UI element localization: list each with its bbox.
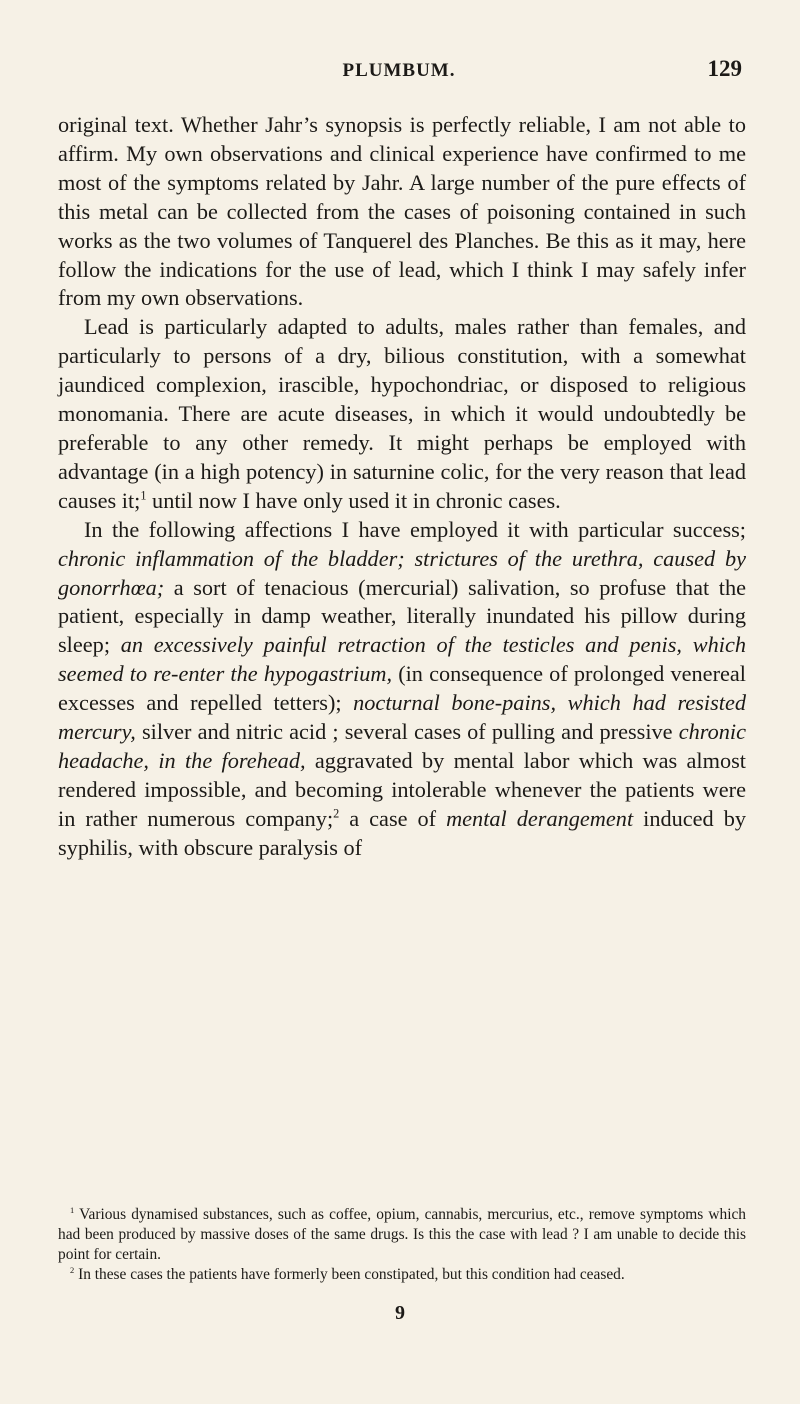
footnote-reference: 2 bbox=[333, 806, 340, 821]
text-run: induced by syphilis, with obscure paralysis of bbox=[58, 805, 746, 860]
footnote-marker: 2 bbox=[70, 1264, 75, 1275]
text-run: a sort of tenacious (mercurial) salivation, so profuse that the patient, especially in damp weather, literally inundated his pillow during sleep; bbox=[58, 574, 746, 658]
text-run: a case of bbox=[339, 805, 447, 831]
italic-phrase: chronic inflammation of the bladder; strictures of the urethra, caused by gonorrhœa; bbox=[58, 545, 746, 600]
italic-phrase: an excessively painful retraction of the testicles and penis, which seemed to re-enter the hypogastrium, bbox=[58, 632, 746, 687]
signature-mark: 9 bbox=[395, 1302, 405, 1324]
text-run: (in consequence of prolonged venereal excesses and repelled tetters); bbox=[58, 661, 746, 716]
footnotes bbox=[58, 1205, 746, 1285]
italic-phrase: chronic headache, in the forehead, bbox=[58, 719, 746, 773]
italic-phrase: mental derangement bbox=[446, 805, 634, 831]
footnote-text: In these cases the patients have formerly been constipated, but this condition had ceased. bbox=[74, 1266, 625, 1283]
body-text bbox=[58, 111, 746, 863]
text-run: silver and nitric acid ; several cases of pulling and pressive bbox=[135, 719, 679, 745]
text-run: In the following affections I have employed it with particular success; bbox=[84, 516, 746, 542]
footnote-text: Various dynamised substances, such as coffee, opium, cannabis, mercurius, etc., remove symptoms which had been produced by massive doses of the same drugs. Is this the case with lead ? I am unable to decide this point for certain. bbox=[58, 1206, 746, 1263]
page-header bbox=[56, 56, 742, 90]
footnote-reference: 1 bbox=[140, 488, 147, 503]
running-head: PLUMBUM. bbox=[342, 60, 456, 81]
paragraph bbox=[58, 313, 746, 515]
footnote bbox=[58, 1265, 746, 1285]
text-run: original text. Whether Jahr’s synopsis is perfectly reliable, I am not able to affirm. My own observations and clinical experience have confirmed to me most of the symptoms related by Jahr. A large number of the pure effects of this metal can be collected from the cases of poisoning contained in such works as the two volumes of Tanquerel des Planches. Be this as it may, here follow the indications for the use of lead, which I think I may safely infer from my own observations. bbox=[58, 112, 746, 311]
text-run: until now I have only used it in chronic cases. bbox=[146, 487, 561, 513]
italic-phrase: nocturnal bone-pains, which had resisted mercury, bbox=[58, 690, 746, 745]
footnote bbox=[58, 1205, 746, 1265]
footnote-marker: 1 bbox=[70, 1204, 75, 1215]
text-run: Lead is particularly adapted to adults, males rather than females, and particularly to persons of a dry, bilious constitution, with a somewhat jaundiced complexion, irascible, hypochondriac, or disposed to religious monomania. There are acute diseases, in which it would undoubtedly be preferable to any other remedy. It might perhaps be employed with advantage (in a high potency) in saturnine colic, for the very reason that lead causes it; bbox=[58, 314, 746, 513]
paragraph bbox=[58, 111, 746, 313]
paragraph bbox=[58, 516, 746, 863]
page-number: 129 bbox=[707, 56, 742, 81]
text-run: aggravated by mental labor which was almost rendered impossible, and becoming intolerable whenever the patients were in rather numerous company; bbox=[58, 747, 746, 831]
